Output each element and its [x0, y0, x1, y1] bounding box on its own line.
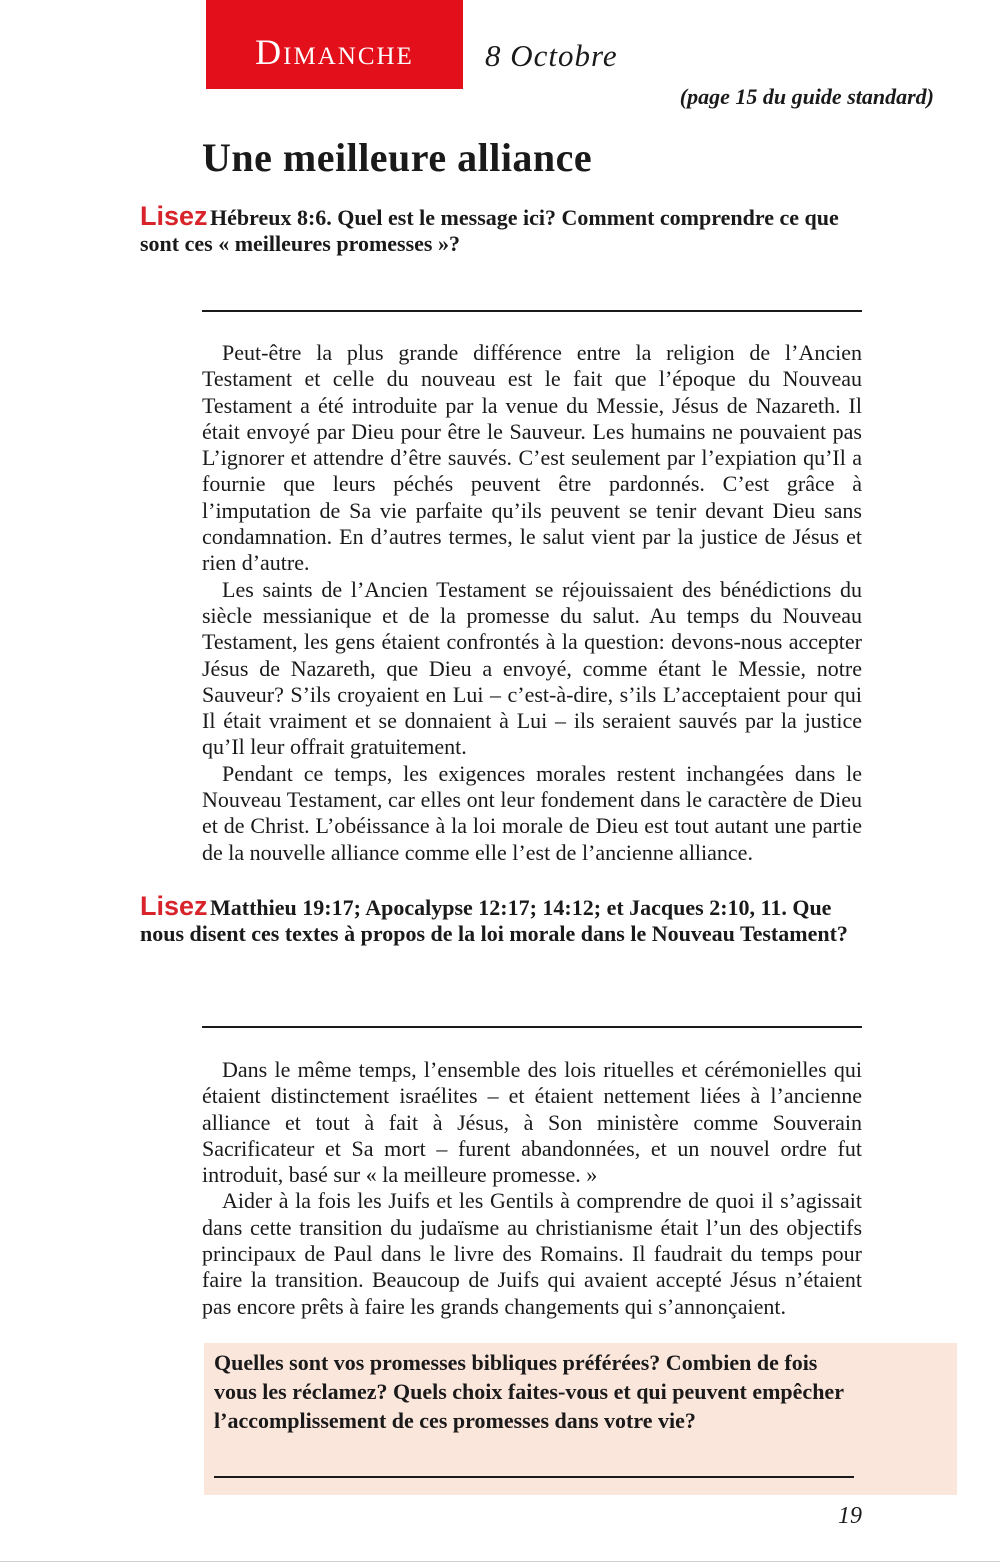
- guide-reference: (page 15 du guide standard): [679, 84, 934, 109]
- body-section-2: [202, 1057, 862, 1320]
- reading-prompt-1: [140, 203, 862, 257]
- paragraph: Les saints de l’Ancien Testament se réjouissaient des bénédictions du siècle messianique et de la promesse du salut. Au temps du Nouveau Testament, les gens étaient confrontés à la question: devons-nous accepter Jésus de Nazareth, que Dieu a envoyé, comme étant le Messie, notre Sauveur? S’ils croyaient en Lui – c’est-à-dire, s’ils L’acceptaient pour qui Il était vraiment et se donnaient à Lui – ils seraient sauvés par la justice qu’Il leur offrait gratuitement.: [202, 576, 862, 760]
- lisez-label: Lisez: [140, 891, 208, 921]
- lisez-label: Lisez: [140, 201, 208, 231]
- reflection-box: [204, 1343, 957, 1495]
- reading-prompt-text: Matthieu 19:17; Apocalypse 12:17; 14:12; et Jacques 2:10, 11. Que nous disent ces textes à propos de la loi morale dans le Nouveau Testament?: [140, 895, 848, 946]
- page-edge: [0, 1561, 1000, 1562]
- reading-prompt-2: [140, 893, 862, 947]
- lesson-title: Une meilleure alliance: [202, 135, 593, 180]
- paragraph: Peut-être la plus grande différence entre la religion de l’Ancien Testament et celle du nouveau est le fait que l’époque du Nouveau Testament a été introduite par la venue du Messie, Jésus de Nazareth. Il était envoyé par Dieu pour être le Sauveur. Les humains ne pouvaient pas L’ignorer et attendre d’être sauvés. C’est seulement par l’expiation qu’Il a fournie que leurs péchés peuvent être pardonnés. C’est grâce à l’imputation de Sa vie parfaite qu’ils peuvent se tenir devant Dieu sans condamnation. En d’autres termes, le salut vient par la justice de Jésus et rien d’autre.: [202, 340, 862, 576]
- day-tab: Dimanche: [206, 0, 463, 89]
- paragraph: Aider à la fois les Juifs et les Gentils à comprendre de quoi il s’agissait dans cette transition du judaïsme au christianisme était l’un des objectifs principaux de Paul dans le livre des Romains. Il faudrait du temps pour faire la transition. Beaucoup de Juifs qui avaient accepté Jésus n’étaient pas encore prêts à faire les grands changements qui s’annonçaient.: [202, 1188, 862, 1319]
- body-section-1: [202, 340, 862, 866]
- reflection-answer-line[interactable]: [214, 1476, 854, 1478]
- date-label: 8 Octobre: [485, 38, 618, 73]
- paragraph: Pendant ce temps, les exigences morales restent inchangées dans le Nouveau Testament, car elles ont leur fondement dans le caractère de Dieu et de Christ. L’obéissance à la loi morale de Dieu est tout autant une partie de la nouvelle alliance comme elle l’est de l’ancienne alliance.: [202, 760, 862, 865]
- answer-line-1[interactable]: [202, 310, 862, 312]
- paragraph: Dans le même temps, l’ensemble des lois rituelles et cérémonielles qui étaient distinctement israélites – et étaient nettement liées à l’ancienne alliance et tout à fait à Jésus, à Son ministère comme Souverain Sacrificateur et Sa mort – furent abandonnées, et un nouvel ordre fut introduit, basé sur « la meilleure promesse. »: [202, 1057, 862, 1188]
- reading-prompt-text: Hébreux 8:6. Quel est le message ici? Comment comprendre ce que sont ces « meilleures promesses »?: [140, 205, 839, 256]
- reflection-question: Quelles sont vos promesses bibliques préférées? Combien de fois vous les réclamez? Quels choix faites-vous et qui peuvent empêcher l’accomplissement de ces promesses dans votre vie?: [214, 1350, 844, 1433]
- answer-line-2[interactable]: [202, 1026, 862, 1028]
- page-number: 19: [838, 1503, 862, 1529]
